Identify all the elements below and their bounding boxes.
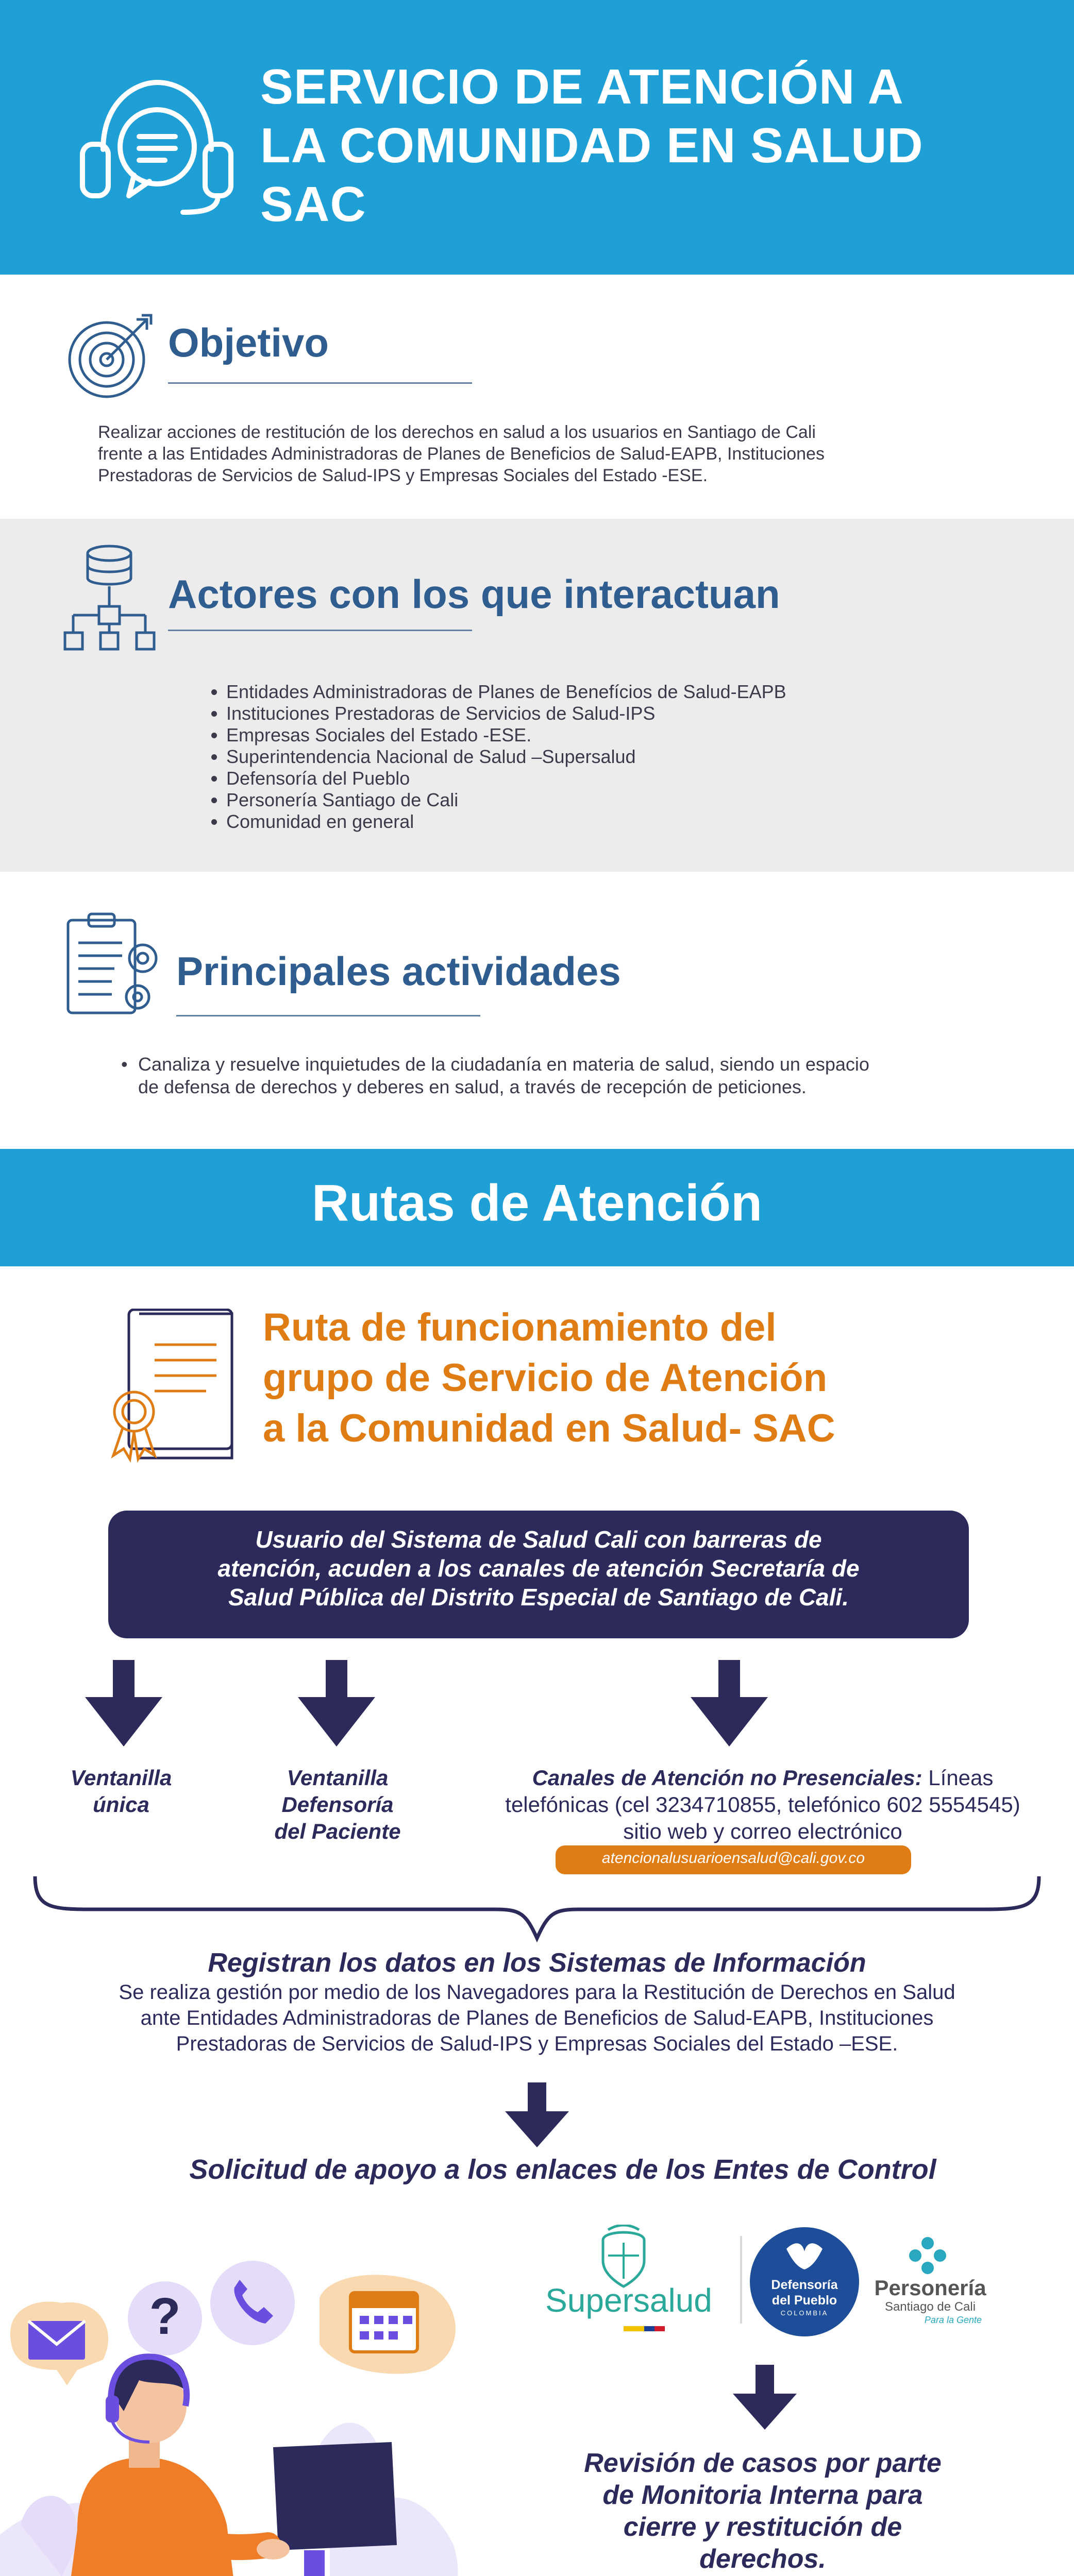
down-arrow-icon xyxy=(85,1660,162,1748)
channel-ventanilla-defensoria xyxy=(253,1765,423,1845)
email-link[interactable]: atencionalusuarioensalud@cali.gov.co xyxy=(556,1845,911,1874)
list-item-line: Canaliza y resuelve inquietudes de la ciudadanía en materia de salud, siendo un espacio xyxy=(138,1054,869,1075)
call-center-illustration xyxy=(0,2215,515,2576)
down-arrow-icon xyxy=(505,2082,569,2148)
network-database-icon xyxy=(63,542,156,655)
actividades-list xyxy=(121,1053,997,1098)
page-title xyxy=(260,58,1054,234)
channel-line: única xyxy=(93,1792,149,1817)
channel-3-heading: Canales de Atención no Presenciales: xyxy=(532,1766,922,1790)
register-line: Prestadoras de Servicios de Salud-IPS y Empresas Sociales del Estado –ESE. xyxy=(176,2032,898,2055)
list-item-line: de defensa de derechos y deberes en salud, a través de recepción de peticiones. xyxy=(138,1076,807,1097)
defensoria-line-2: del Pueblo xyxy=(771,2293,837,2308)
target-icon xyxy=(64,309,157,402)
objetivo-underline xyxy=(168,382,472,384)
bullet: • xyxy=(121,1054,128,1075)
review-line: Revisión de casos por parte xyxy=(584,2448,942,2478)
list-item xyxy=(138,1053,997,1098)
list-item: • Instituciones Prestadoras de Servicios de Salud-IPS xyxy=(226,703,982,724)
title-line-1: SERVICIO DE ATENCIÓN A xyxy=(260,59,904,114)
actividades-underline xyxy=(176,1015,480,1016)
channel-line: Ventanilla xyxy=(70,1766,172,1790)
channel-3-line: sitio web y correo electrónico xyxy=(623,1819,902,1843)
user-box xyxy=(108,1511,969,1638)
list-item: • Superintendencia Nacional de Salud –Supersalud xyxy=(226,746,982,768)
title-line-2: LA COMUNIDAD EN SALUD xyxy=(260,118,924,173)
channel-3-line: telefónicas (cel 3234710855, telefónico 602 5554545) xyxy=(505,1792,1020,1817)
down-arrow-icon xyxy=(691,1660,768,1748)
user-box-line: Salud Pública del Distrito Especial de Santiago de Cali. xyxy=(228,1584,849,1611)
channel-line: Defensoría xyxy=(281,1792,394,1817)
register-title: Registran los datos en los Sistemas de Información xyxy=(208,1948,866,1978)
list-item: • Empresas Sociales del Estado -ESE. xyxy=(226,724,982,746)
objetivo-title: Objetivo xyxy=(168,320,329,365)
down-arrow-icon xyxy=(733,2365,797,2431)
actividades-title: Principales actividades xyxy=(176,948,621,994)
ruta-title xyxy=(263,1302,1036,1454)
ruta-title-line: a la Comunidad en Salud- SAC xyxy=(263,1406,835,1450)
personeria-line-1: Personería xyxy=(874,2276,986,2300)
review-line: derechos. xyxy=(699,2544,826,2574)
channel-ventanilla-unica xyxy=(41,1765,201,1818)
support-title: Solicitud de apoyo a los enlaces de los Entes de Control xyxy=(189,2154,936,2185)
register-line: Se realiza gestión por medio de los Navegadores para la Restitución de Derechos en Salud xyxy=(119,1981,955,2004)
user-box-line: Usuario del Sistema de Salud Cali con barreras de xyxy=(255,1526,822,1553)
ruta-title-line: grupo de Servicio de Atención xyxy=(263,1356,828,1400)
rutas-title: Rutas de Atención xyxy=(311,1174,763,1232)
curly-brace xyxy=(31,1872,1043,1944)
list-item: • Comunidad en general xyxy=(226,811,982,833)
actores-underline xyxy=(168,630,472,631)
personeria-line-2: Santiago de Cali xyxy=(884,2300,976,2314)
certificate-icon xyxy=(103,1309,242,1463)
list-item: • Defensoría del Pueblo xyxy=(226,768,982,789)
review-text xyxy=(531,2447,995,2575)
register-line: ante Entidades Administradoras de Planes de Beneficios de Salud-EAPB, Instituciones xyxy=(140,2007,934,2029)
personeria-logo xyxy=(868,2276,992,2326)
user-box-line: atención, acuden a los canales de atención Secretaría de xyxy=(217,1555,860,1582)
review-line: de Monitoria Interna para xyxy=(602,2480,923,2510)
logo-divider xyxy=(740,2236,742,2324)
objetivo-text xyxy=(98,421,1005,486)
objetivo-text-line: Realizar acciones de restitución de los derechos en salud a los usuarios en Santiago de Cali xyxy=(98,422,816,442)
defensoria-line-3: COLOMBIA xyxy=(780,2309,829,2317)
defensoria-line-1: Defensoría xyxy=(771,2278,838,2292)
actores-title: Actores con los que interactuan xyxy=(168,571,780,617)
personeria-line-3: Para la Gente xyxy=(924,2315,982,2325)
personeria-emblem-icon xyxy=(907,2235,948,2276)
review-line: cierre y restitución de xyxy=(623,2512,902,2542)
title-line-3: SAC xyxy=(260,177,366,232)
actores-list xyxy=(209,681,982,833)
svg-text:?: ? xyxy=(149,2287,181,2345)
channel-line: Ventanilla xyxy=(287,1766,389,1790)
register-text xyxy=(0,1979,1074,2057)
list-item: • Personería Santiago de Cali xyxy=(226,789,982,811)
channel-3-text: Líneas xyxy=(922,1766,994,1790)
supersalud-logo-text: Supersalud xyxy=(545,2282,712,2319)
list-item: • Entidades Administradoras de Planes de Benefícios de Salud-EAPB xyxy=(226,681,982,703)
defensoria-logo xyxy=(750,2227,859,2336)
objetivo-text-line: Prestadoras de Servicios de Salud-IPS y Empresas Sociales del Estado -ESE. xyxy=(98,466,708,485)
document-gears-icon xyxy=(63,912,166,1020)
defensoria-emblem-icon xyxy=(781,2239,828,2275)
objetivo-text-line: frente a las Entidades Administradoras de Planes de Beneficios de Salud-EAPB, Instituciones xyxy=(98,444,825,464)
colombia-flag-stripe xyxy=(624,2326,665,2331)
down-arrow-icon xyxy=(298,1660,375,1748)
ruta-title-line: Ruta de funcionamiento del xyxy=(263,1306,777,1349)
headset-chat-icon xyxy=(72,72,237,216)
channel-line: del Paciente xyxy=(274,1819,401,1843)
channel-no-presenciales xyxy=(443,1765,1074,1845)
